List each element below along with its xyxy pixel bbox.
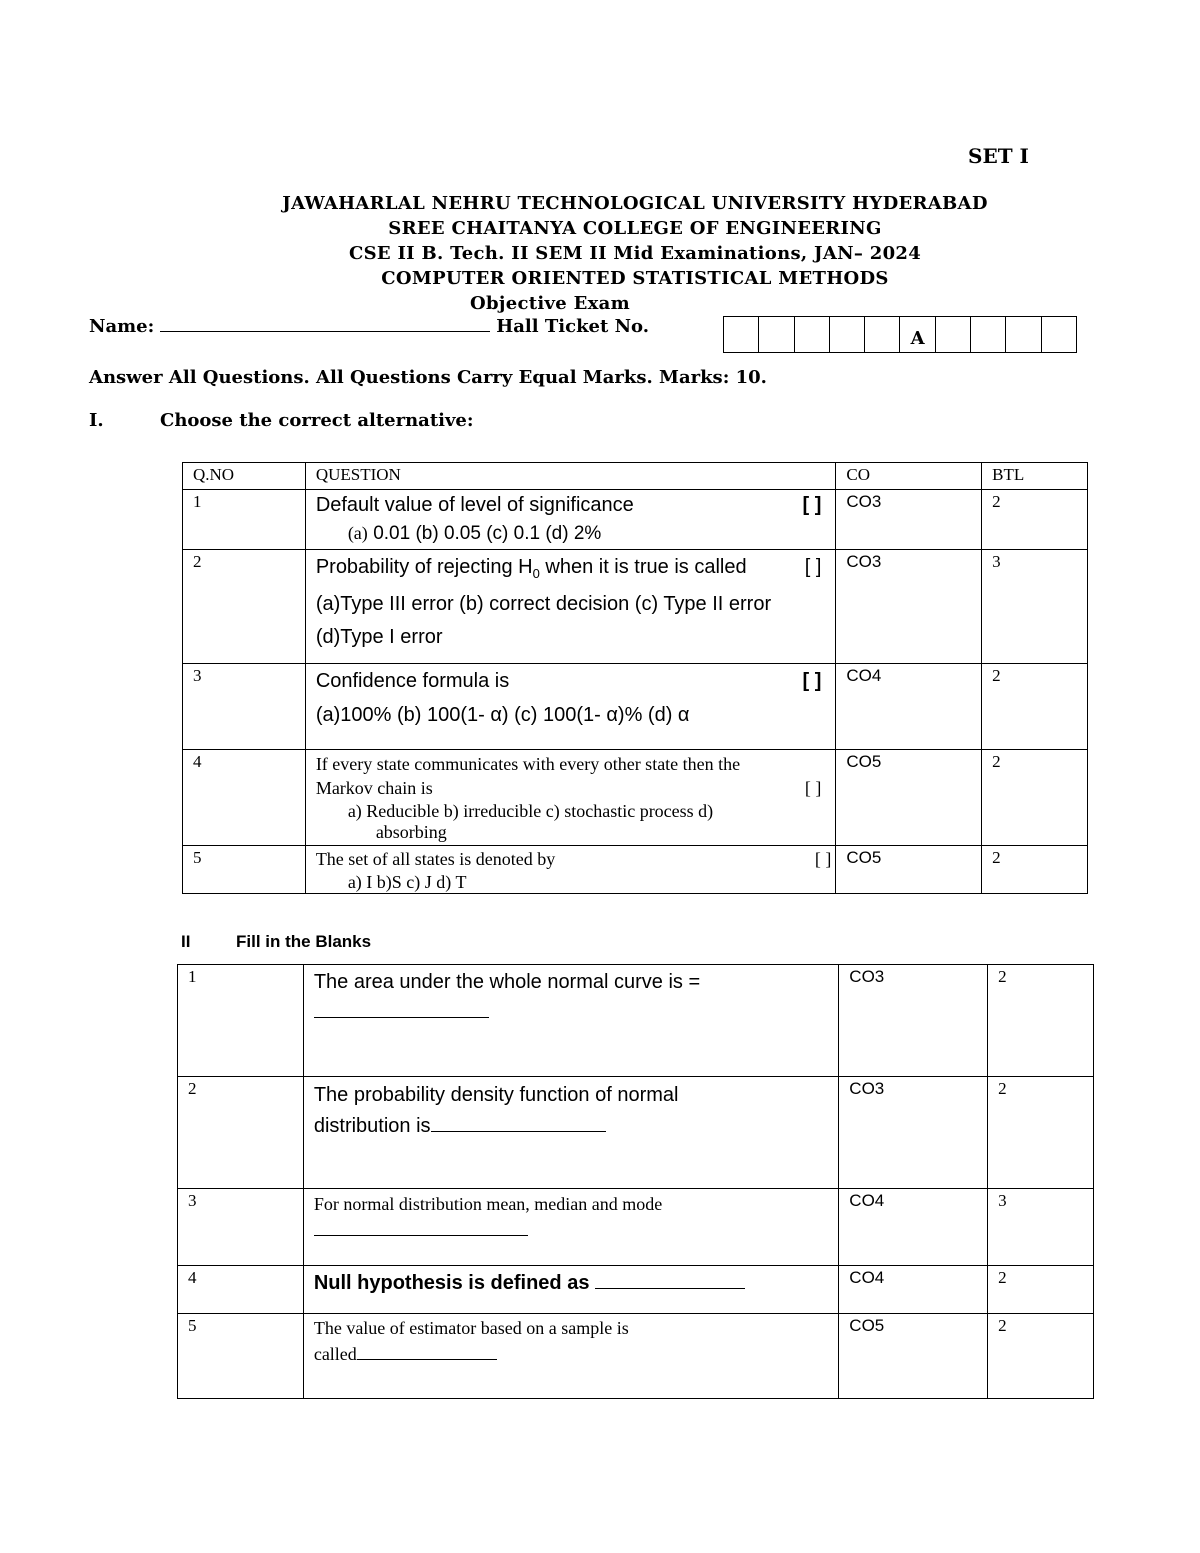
qno-cell: 2 [183,550,306,664]
question-text-cont: called [313,1344,357,1364]
question-cell [305,490,836,550]
mcq-table [182,462,1088,894]
mcq-header-row [183,463,1088,490]
hall-ticket-box[interactable] [936,317,971,352]
table-row [183,664,1088,750]
question-cell [303,1077,838,1189]
table-row [183,750,1088,846]
answer-blank[interactable] [314,1217,528,1236]
exam-type: Objective Exam [470,293,630,314]
question-text-cont: distribution is [313,1115,431,1137]
question-text: The set of all states is denoted by [315,849,556,869]
university-title: JAWAHARLAL NEHRU TECHNOLOGICAL UNIVERSITY HYDERABAD [282,193,988,214]
set-label: SET I [968,144,1029,168]
section2-heading [181,932,372,952]
answer-bracket[interactable]: [ ] [802,494,822,516]
section2-title: Fill in the Blanks [236,932,372,951]
name-row [89,316,649,337]
table-row [178,1077,1094,1189]
question-line2: Markov chain is [315,778,433,798]
name-label: Name: [89,316,155,337]
co-cell: CO5 [836,846,982,894]
section1-heading [89,410,474,431]
co-cell: CO5 [839,1314,988,1399]
co-cell: CO5 [836,750,982,846]
question-cell [305,750,836,846]
question-cell [303,965,838,1077]
table-row [183,846,1088,894]
hall-ticket-box[interactable] [1006,317,1041,352]
options-text: 0.01 (b) 0.05 (c) 0.1 (d) 2% [373,523,602,544]
table-row [178,965,1094,1077]
answer-blank[interactable] [431,1113,606,1132]
btl-cell: 2 [988,1266,1094,1314]
options-line1: a) Reducible b) irreducible c) stochastic process d) [347,801,714,821]
btl-cell: 2 [982,846,1088,894]
college-title: SREE CHAITANYA COLLEGE OF ENGINEERING [388,218,882,239]
question-text: Default value of level of significance [315,494,634,516]
option-a-label: (a) [347,523,368,543]
hall-ticket-box[interactable]: A [900,317,935,352]
header-question: QUESTION [305,463,836,490]
hall-ticket-box[interactable] [724,317,759,352]
section1-number: I. [89,410,104,431]
options-line1: a) I b)S c) J d) T [347,872,467,892]
exam-title: CSE II B. Tech. II SEM II Mid Examinations, JAN– 2024 [348,243,922,264]
options-line1: (a)Type III error (b) correct decision (c) Type II error [315,593,772,615]
co-cell: CO4 [839,1189,988,1266]
answer-blank[interactable] [357,1341,497,1360]
btl-cell: 2 [988,965,1094,1077]
answer-bracket[interactable]: [ ] [804,778,822,798]
hall-ticket-box[interactable] [1042,317,1076,352]
instructions: Answer All Questions. All Questions Carry Equal Marks. Marks: 10. [89,367,767,388]
answer-bracket[interactable]: [ ] [802,670,822,692]
question-cell [303,1189,838,1266]
question-cell [305,846,836,894]
subscript: 0 [532,566,540,581]
co-cell: CO4 [836,664,982,750]
section2-number: II [181,932,191,951]
hall-ticket-label: Hall Ticket No. [496,316,649,337]
question-text: The value of estimator based on a sample is [313,1318,629,1338]
table-row [178,1189,1094,1266]
name-blank[interactable] [160,317,490,332]
question-text: The probability density function of normal [313,1084,679,1106]
qno-cell: 5 [183,846,306,894]
header-qno: Q.NO [183,463,306,490]
question-text: Confidence formula is [315,670,510,692]
btl-cell: 2 [982,664,1088,750]
question-text-cont: when it is true is called [539,556,747,578]
header-co: CO [836,463,982,490]
co-cell: CO3 [836,550,982,664]
qno-cell: 4 [178,1266,304,1314]
hall-ticket-box[interactable] [759,317,794,352]
btl-cell: 2 [988,1077,1094,1189]
co-cell: CO4 [839,1266,988,1314]
options-line2: (d)Type I error [315,626,443,648]
hall-ticket-box[interactable] [795,317,830,352]
question-text: For normal distribution mean, median and mode [313,1194,663,1214]
section1-title: Choose the correct alternative: [160,410,474,431]
qno-cell: 1 [178,965,304,1077]
btl-cell: 3 [982,550,1088,664]
co-cell: CO3 [839,1077,988,1189]
question-text: Probability of rejecting H [315,556,533,578]
header-btl: BTL [982,463,1088,490]
qno-cell: 4 [183,750,306,846]
btl-cell: 2 [988,1314,1094,1399]
co-cell: CO3 [836,490,982,550]
hall-ticket-box[interactable] [830,317,865,352]
question-cell [305,550,836,664]
btl-cell: 2 [982,750,1088,846]
qno-cell: 3 [183,664,306,750]
options-line1: (a)100% (b) 100(1- α) (c) 100(1- α)% (d) α [315,704,690,726]
table-row [183,490,1088,550]
hall-ticket-box[interactable] [971,317,1006,352]
table-row [178,1266,1094,1314]
question-cell [303,1314,838,1399]
table-row [183,550,1088,664]
qno-cell: 1 [183,490,306,550]
question-cell [303,1266,838,1314]
answer-blank[interactable] [595,1270,745,1289]
question-line1: If every state communicates with every other state then the [315,754,741,774]
btl-cell: 2 [982,490,1088,550]
answer-bracket[interactable]: [ ] [814,849,832,869]
subject-title: COMPUTER ORIENTED STATISTICAL METHODS [381,268,889,289]
qno-cell: 3 [178,1189,304,1266]
table-row [178,1314,1094,1399]
co-cell: CO3 [839,965,988,1077]
answer-blank[interactable] [314,999,489,1018]
answer-bracket[interactable]: [ ] [804,556,822,578]
hall-ticket-box[interactable] [865,317,900,352]
options-line2: absorbing [375,822,447,842]
qno-cell: 2 [178,1077,304,1189]
question-text: Null hypothesis is defined as [313,1272,590,1294]
btl-cell: 3 [988,1189,1094,1266]
hall-ticket-boxes [723,316,1077,353]
question-text: The area under the whole normal curve is = [313,971,701,993]
qno-cell: 5 [178,1314,304,1399]
question-cell [305,664,836,750]
fill-blanks-table [177,964,1094,1399]
